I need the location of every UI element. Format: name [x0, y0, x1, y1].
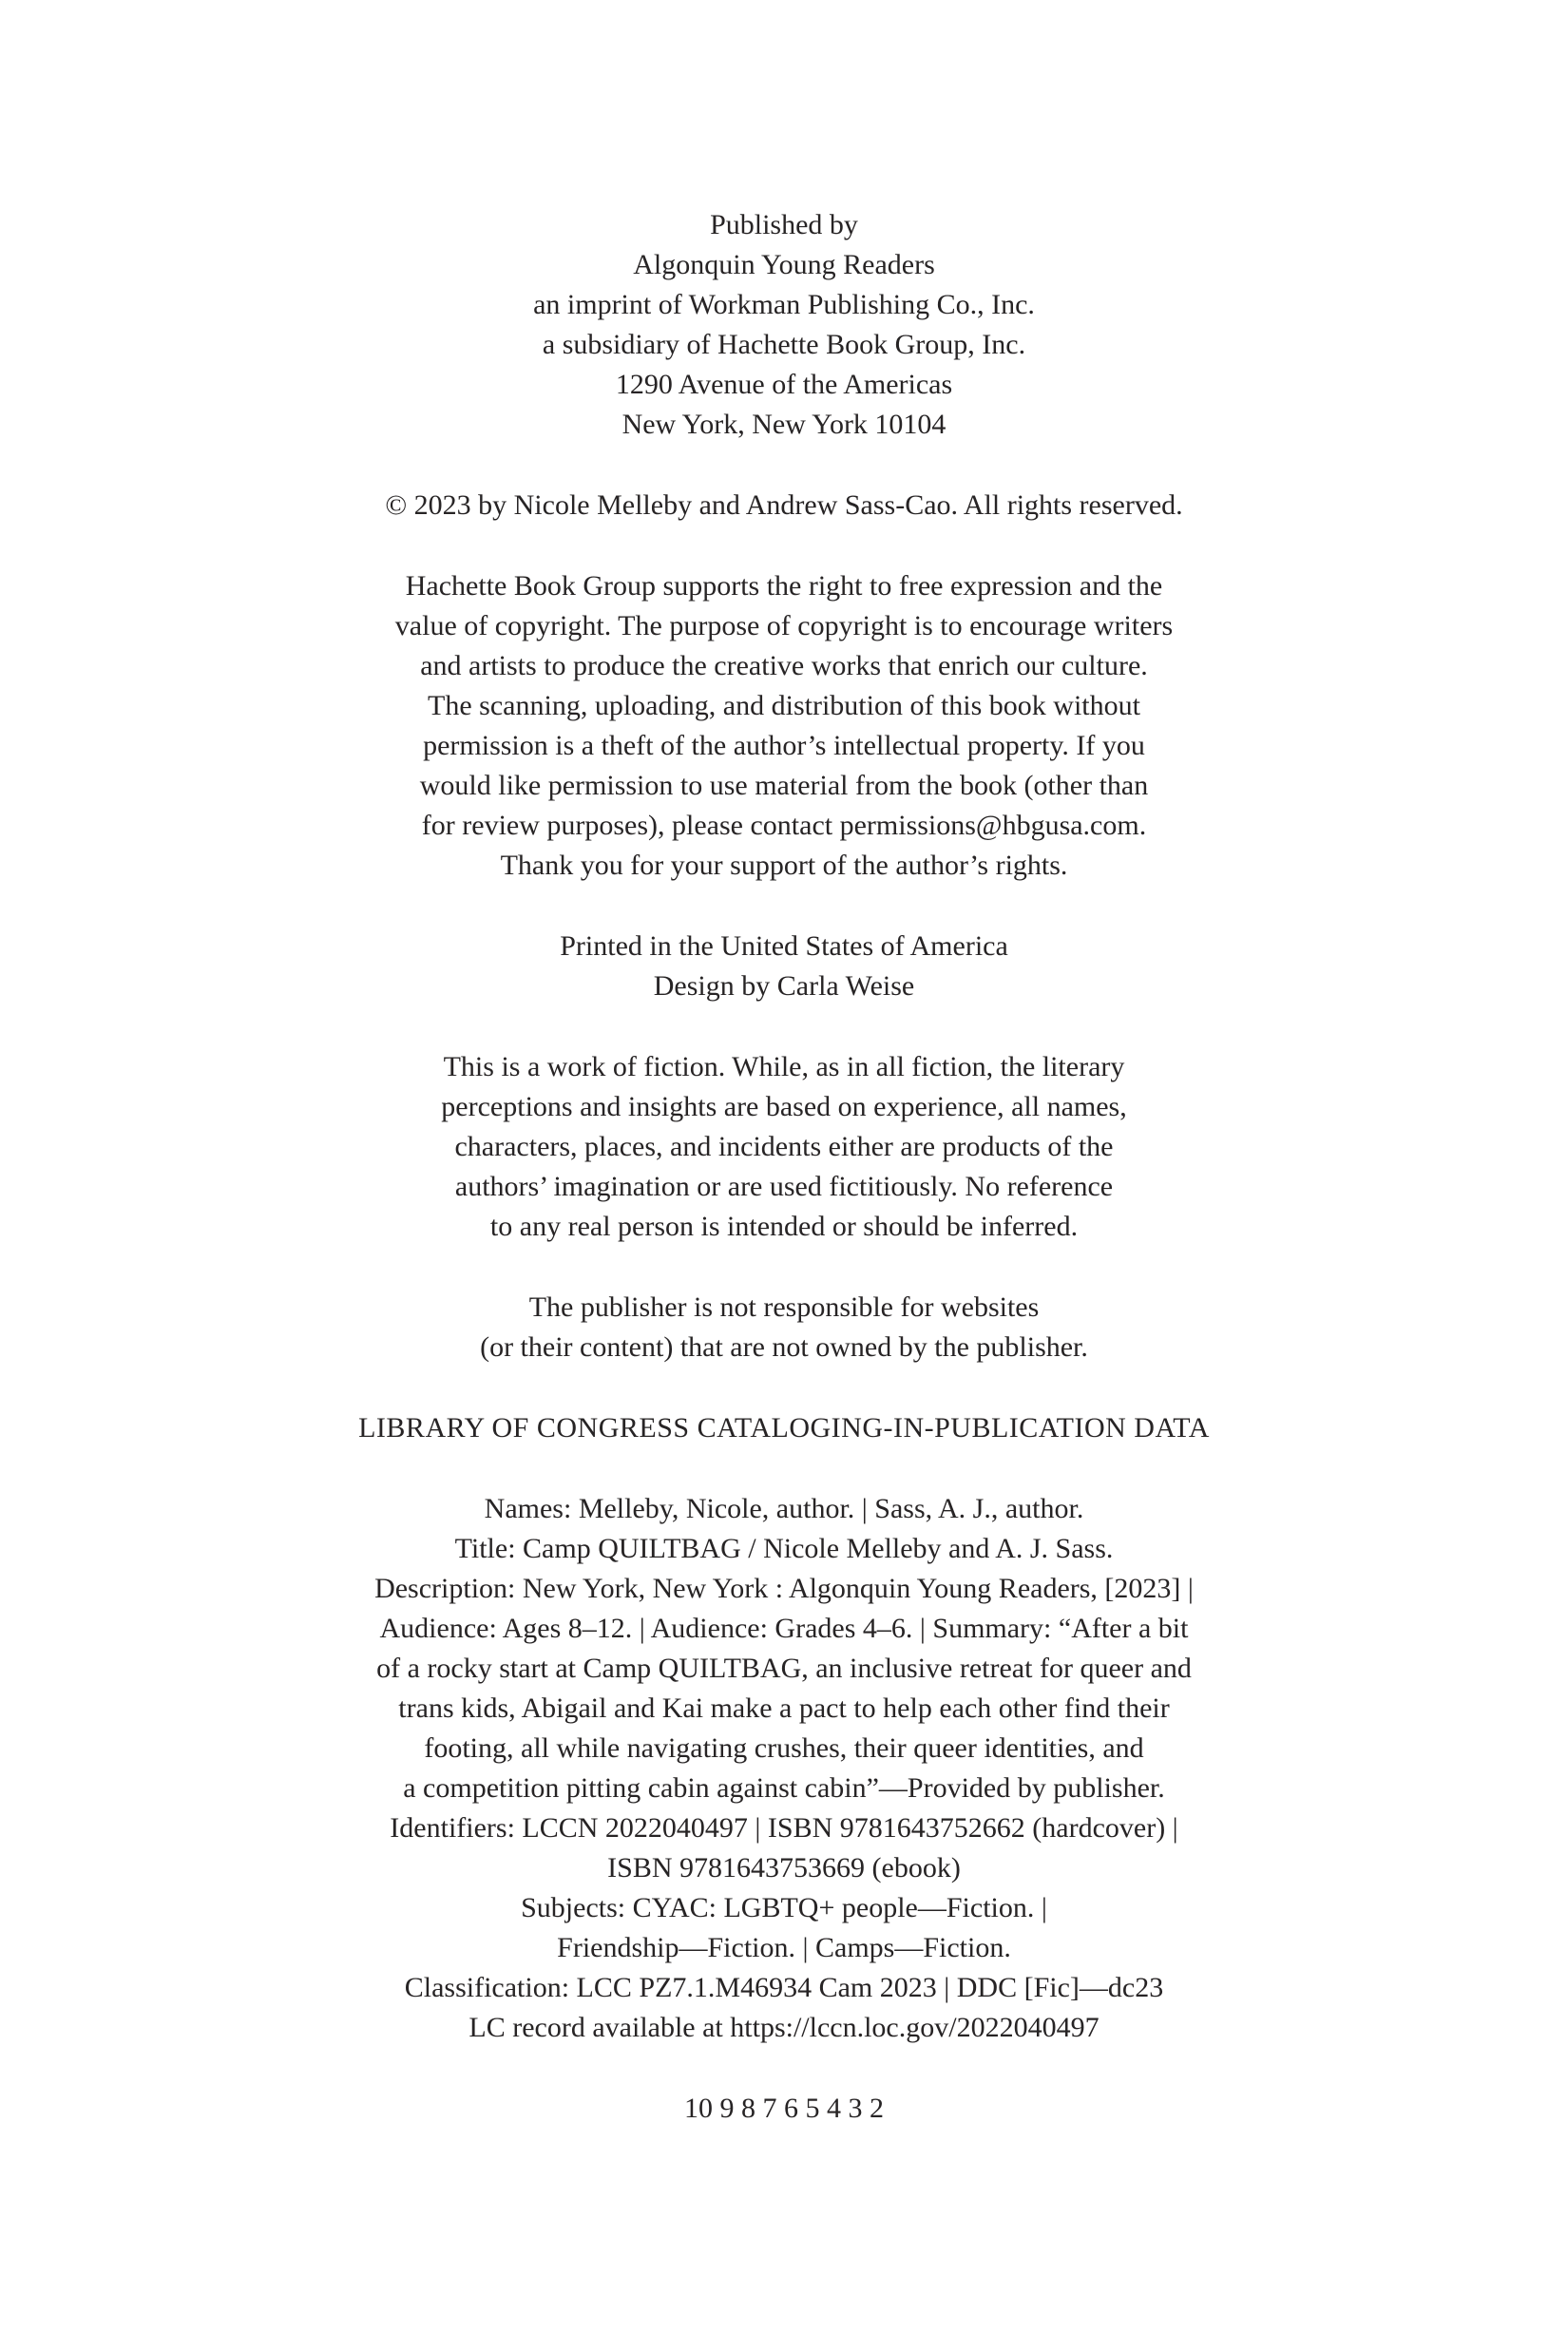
cip-title-line: Title: Camp QUILTBAG / Nicole Melleby and A. J. Sass.: [454, 1533, 1114, 1564]
website-disclaimer-line: (or their content) that are not owned by the publisher.: [480, 1331, 1088, 1363]
fiction-disclaimer: [252, 1047, 1316, 1247]
publisher-line: Algonquin Young Readers: [633, 249, 935, 280]
cip-identifiers-line: Identifiers: LCCN 2022040497 | ISBN 9781643752662 (hardcover) |: [390, 1812, 1178, 1844]
cip-summary-line: a competition pitting cabin against cabin”—Provided by publisher.: [403, 1772, 1165, 1804]
rights-line: and artists to produce the creative works that enrich our culture.: [420, 650, 1148, 681]
cip-summary-line: footing, all while navigating crushes, their queer identities, and: [424, 1732, 1144, 1764]
rights-line: value of copyright. The purpose of copyright is to encourage writers: [394, 610, 1174, 641]
rights-line: Hachette Book Group supports the right to free expression and the: [405, 570, 1163, 602]
cip-heading-line: LIBRARY OF CONGRESS CATALOGING-IN-PUBLICATION DATA: [358, 1412, 1210, 1444]
cip-lc-record-url-line: LC record available at https://lccn.loc.gov/2022040497: [468, 2012, 1100, 2043]
fiction-disclaimer-line: to any real person is intended or should be inferred.: [489, 1211, 1079, 1242]
rights-line: would like permission to use material from the book (other than: [419, 770, 1149, 801]
printed-in-line: Printed in the United States of America: [560, 930, 1008, 962]
copyright-notice: [252, 486, 1316, 526]
cip-isbn-ebook-line: ISBN 9781643753669 (ebook): [607, 1852, 961, 1884]
cip-classification-line: Classification: LCC PZ7.1.M46934 Cam 2023 | DDC [Fic]—dc23: [404, 1972, 1164, 2003]
cip-summary-line: of a rocky start at Camp QUILTBAG, an inclusive retreat for queer and: [376, 1653, 1192, 1684]
printing-block: [252, 927, 1316, 1006]
cip-heading: [252, 1408, 1316, 1448]
website-disclaimer: [252, 1288, 1316, 1367]
rights-line: Thank you for your support of the author’s rights.: [500, 850, 1068, 881]
publisher-address-line: 1290 Avenue of the Americas: [615, 369, 953, 400]
printers-key-line: 10 9 8 7 6 5 4 3 2: [684, 2093, 884, 2124]
publisher-block: [252, 205, 1316, 445]
design-credit-line: Design by Carla Weise: [653, 970, 915, 1002]
cip-subjects-line: Friendship—Fiction. | Camps—Fiction.: [557, 1932, 1011, 1963]
cip-summary-line: trans kids, Abigail and Kai make a pact to help each other find their: [398, 1692, 1170, 1724]
publisher-address-line: New York, New York 10104: [621, 409, 947, 440]
publisher-line: an imprint of Workman Publishing Co., Inc.: [533, 289, 1035, 320]
rights-paragraph: [252, 566, 1316, 886]
publisher-line: Published by: [710, 209, 858, 240]
cip-names-line: Names: Melleby, Nicole, author. | Sass, A. J., author.: [484, 1493, 1084, 1524]
printers-key: [252, 2089, 1316, 2129]
publisher-line: a subsidiary of Hachette Book Group, Inc.: [542, 329, 1026, 360]
fiction-disclaimer-line: characters, places, and incidents either are products of the: [454, 1131, 1114, 1162]
fiction-disclaimer-line: This is a work of fiction. While, as in all fiction, the literary: [443, 1051, 1125, 1082]
website-disclaimer-line: The publisher is not responsible for websites: [528, 1291, 1040, 1323]
fiction-disclaimer-line: perceptions and insights are based on experience, all names,: [441, 1091, 1127, 1122]
copyright-page: [252, 0, 1316, 2129]
rights-line: The scanning, uploading, and distribution of this book without: [428, 690, 1140, 721]
cip-audience-summary-line: Audience: Ages 8–12. | Audience: Grades 4–6. | Summary: “After a bit: [379, 1613, 1189, 1644]
fiction-disclaimer-line: authors’ imagination or are used fictitiously. No reference: [454, 1171, 1114, 1202]
cip-description-line: Description: New York, New York : Algonquin Young Readers, [2023] |: [374, 1573, 1194, 1604]
rights-line-contact-email: for review purposes), please contact permissions@hbgusa.com.: [421, 810, 1147, 841]
cip-data-block: [252, 1489, 1316, 2048]
rights-line: permission is a theft of the author’s intellectual property. If you: [423, 730, 1145, 761]
cip-subjects-line: Subjects: CYAC: LGBTQ+ people—Fiction. |: [521, 1892, 1047, 1923]
copyright-line: © 2023 by Nicole Melleby and Andrew Sass-Cao. All rights reserved.: [385, 489, 1183, 521]
